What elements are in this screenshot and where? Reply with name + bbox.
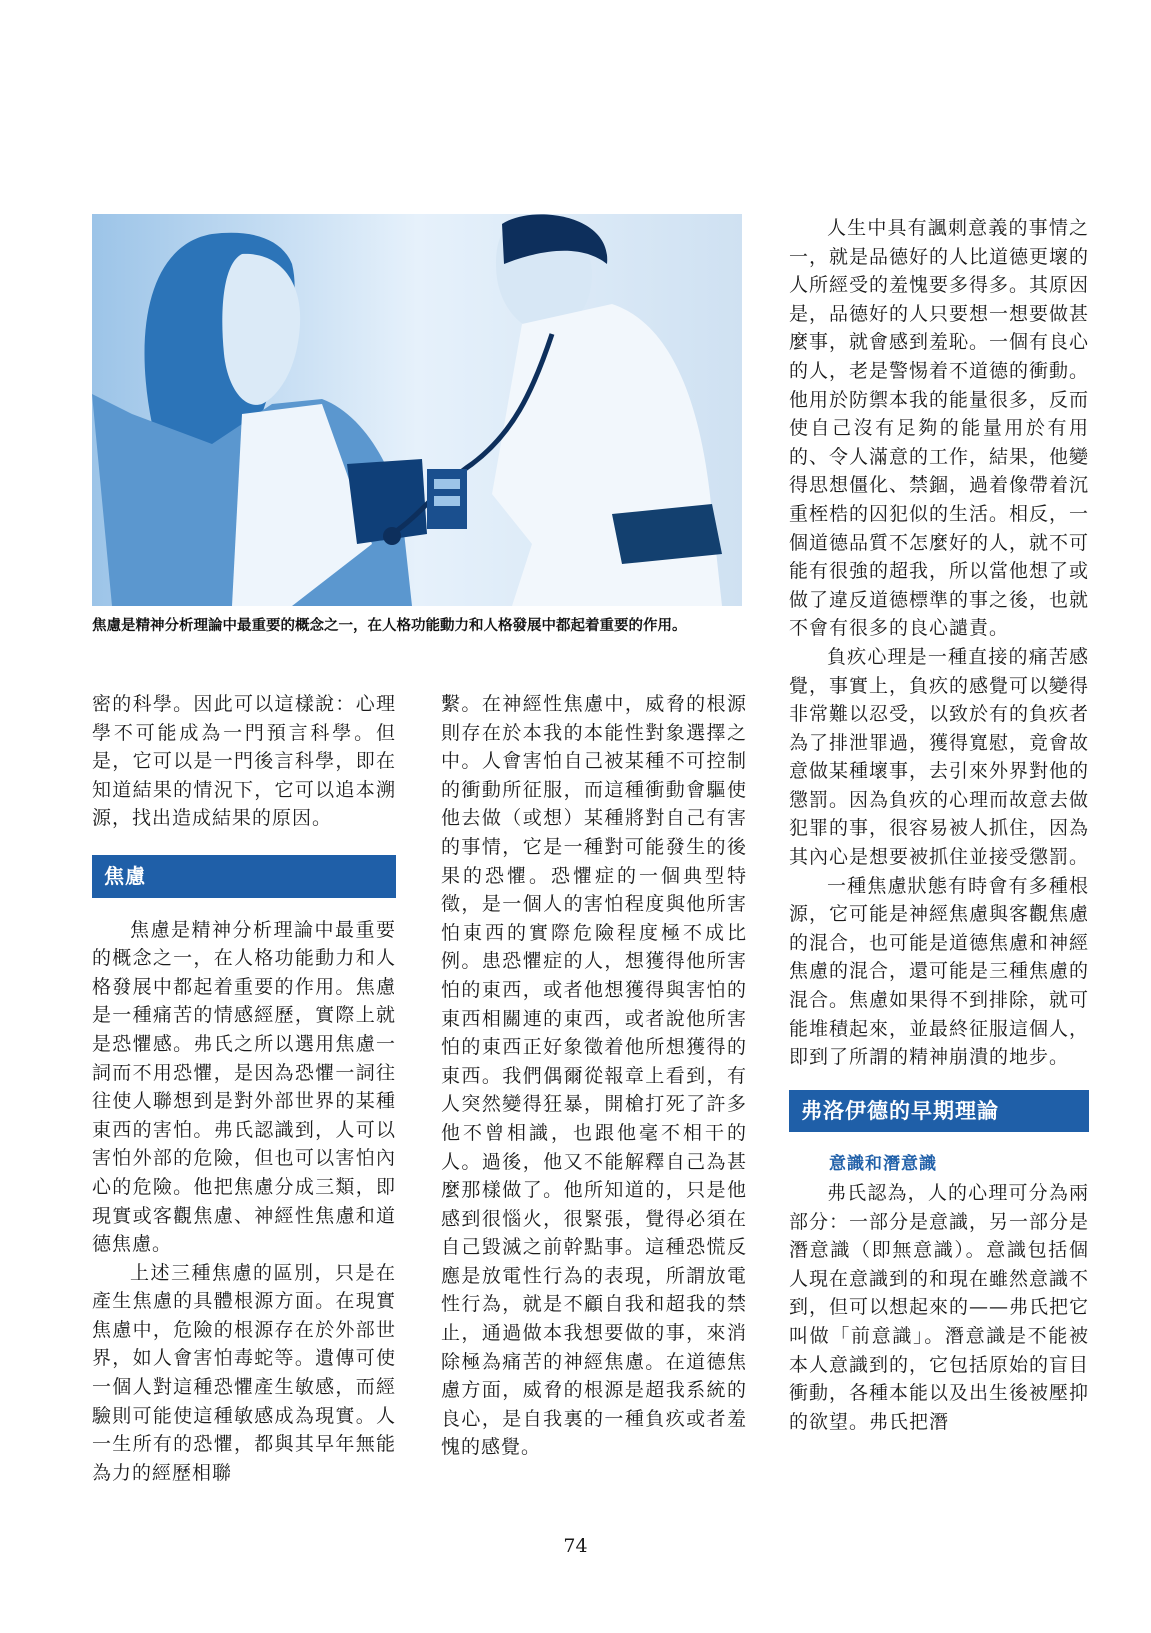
section-heading-early-theory: 弗洛伊德的早期理論 [789,1090,1089,1133]
page-number: 74 [563,1535,588,1557]
paragraph: 上述三種焦慮的區別，只是在產生焦慮的具體根源方面。在現實焦慮中，危險的根源存在於外部世界，如人會害怕毒蛇等。遺傳可使一個人對這種恐懼產生敏感，而經驗則可能使這種敏感成為現實。人一生所有的恐懼，都與其早年無能為力的經歷相聯 [92,1261,396,1484]
section-heading-anxiety: 焦慮 [92,855,396,898]
photo-doctor-measuring-blood-pressure-icon [92,214,742,606]
figure-caption: 焦慮是精神分析理論中最重要的概念之一，在人格功能動力和人格發展中都起着重要的作用。 [92,618,687,634]
paragraph: 焦慮是精神分析理論中最重要的概念之一，在人格功能動力和人格發展中都起着重要的作用。焦慮是一種痛苦的情感經歷，實際上就是恐懼感。弗氏之所以選用焦慮一詞而不用恐懼，是因為恐懼一詞往往使人聯想到是對外部世界的某種東西的害怕。弗氏認識到，人可以害怕外部的危險，但也可以害怕內心的危險。他把焦慮分成三類，即現實或客觀焦慮、神經性焦慮和道德焦慮。 [92,918,396,1256]
text-column-1 [92,690,396,1487]
paragraph: 負疚心理是一種直接的痛苦感覺，事實上，負疚的感覺可以變得非常難以忍受，以致於有的負疚者為了排泄罪過，獲得寬慰，竟會故意做某種壞事，去引來外界對他的懲罰。因為負疚的心理而故意去做犯罪的事，很容易被人抓住，因為其內心是想要被抓住並接受懲罰。 [789,645,1090,869]
paragraph: 弗氏認為，人的心理可分為兩部分：一部分是意識，另一部分是潛意識（即無意識）。意識包括個人現在意識到的和現在雖然意識不到，但可以想起來的——弗氏把它叫做「前意識」。潛意識是不能被本人意識到的，它包括原始的盲目衝動，各種本能以及出生後被壓抑的欲望。弗氏把潛 [789,1182,1090,1433]
subsection-heading: 意識和潛意識 [829,1154,937,1175]
text-column-3 [789,214,1089,1436]
text-column-2 [441,690,747,1462]
paragraph: 人生中具有諷刺意義的事情之一，就是品德好的人比道德更壞的人所經受的羞愧要多得多。其原因是，品德好的人只要想一想要做甚麼事，就會感到羞恥。一個有良心的人，老是警惕着不道德的衝動。他用於防禦本我的能量很多，反而使自己沒有足夠的能量用於有用的、令人滿意的工作，結果，他變得思想僵化、禁錮，過着像帶着沉重桎梏的囚犯似的生活。相反，一個道德品質不怎麼好的人，就不可能有很強的超我，所以當他想了或做了違反道德標準的事之後，也就不會有很多的良心譴責。 [789,217,1090,640]
paragraph: 一種焦慮狀態有時會有多種根源，它可能是神經焦慮與客觀焦慮的混合，也可能是道德焦慮和神經焦慮的混合，還可能是三種焦慮的混合。焦慮如果得不到排除，就可能堆積起來，並最終征服這個人，即到了所謂的精神崩潰的地步。 [789,874,1090,1069]
paragraph: 密的科學。因此可以這樣說：心理學不可能成為一門預言科學。但是，它可以是一門後言科學，即在知道結果的情況下，它可以追本溯源，找出造成結果的原因。 [92,693,396,830]
paragraph: 繫。在神經性焦慮中，威脅的根源則存在於本我的本能性對象選擇之中。人會害怕自己被某種不可控制的衝動所征服，而這種衝動會驅使他去做（或想）某種將對自己有害的事情，它是一種對可能發生的後果的恐懼。恐懼症的一個典型特徵，是一個人的害怕程度與他所害怕東西的實際危險程度極不成比例。患恐懼症的人，想獲得他所害怕的東西，或者他想獲得與害怕的東西相關連的東西，或者說他所害怕的東西正好象徵着他所想獲得的東西。我們偶爾從報章上看到，有人突然變得狂暴，開槍打死了許多他不曾相識，也跟他毫不相干的人。過後，他又不能解釋自己為甚麼那樣做了。他所知道的，只是他感到很惱火，很緊張，覺得必須在自己毀滅之前幹點事。這種恐慌反應是放電性行為的表現，所謂放電性行為，就是不顧自我和超我的禁止，通過做本我想要做的事，來消除極為痛苦的神經焦慮。在道德焦慮方面，威脅的根源是超我系統的良心，是自我裏的一種負疚或者羞愧的感覺。 [441,693,747,1459]
photo-blood-pressure [92,214,742,606]
